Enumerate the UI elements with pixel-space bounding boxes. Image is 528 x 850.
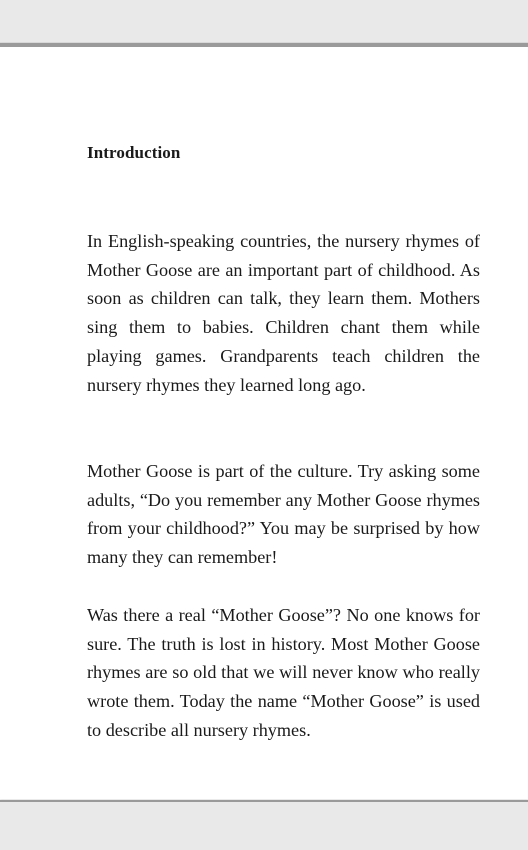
paragraph-1: In English-speaking countries, the nursery rhymes of Mother Goose are an important part of childhood. As soon as children can talk, they learn them. Mothers sing them to babies. Children chant them while playing games. Grandparents teach children the nursery rhymes they learned long ago. bbox=[87, 231, 480, 395]
paragraph-3: Was there a real “Mother Goose”? No one knows for sure. The truth is lost in history. Most Mother Goose rhymes are so old that we will never know who really wrote them. Today the name “Mother Goose” is used to describe all nursery rhymes. bbox=[87, 605, 480, 740]
page-heading: Introduction bbox=[87, 143, 181, 162]
top-margin-band bbox=[0, 0, 528, 44]
paragraph-2: Mother Goose is part of the culture. Try asking some adults, “Do you remember any Mother Goose rhymes from your childhood?” You may be surprised by how many they can remember! bbox=[87, 461, 480, 568]
bottom-margin-band bbox=[0, 802, 528, 850]
book-page bbox=[0, 47, 528, 800]
